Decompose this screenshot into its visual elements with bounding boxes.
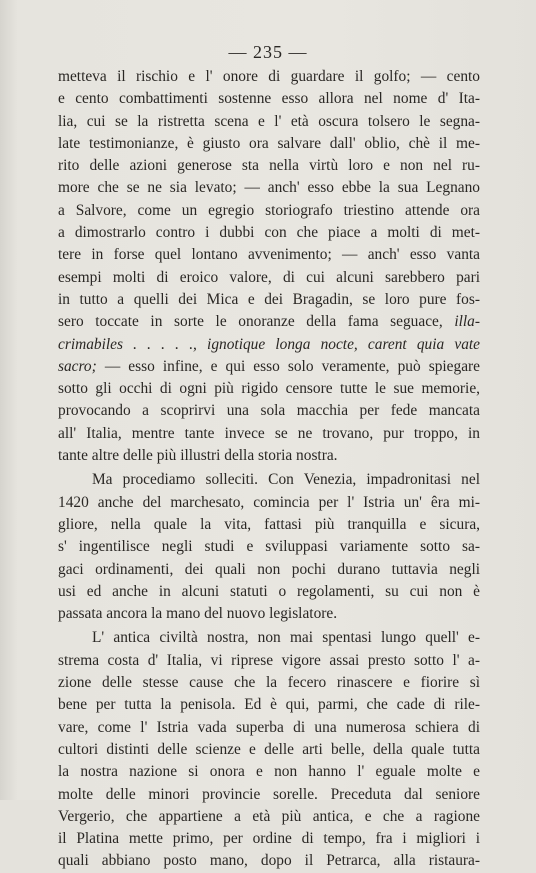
text-line: quali abbiano posto mano, dopo il Petrarca, alla ristaura-	[58, 852, 480, 870]
page-number: — 235 —	[228, 42, 308, 62]
text-line: gliore, nella quale la vita, fattasi più tranquilla e sicura,	[58, 515, 480, 533]
text-line: all' Italia, mentre tante invece se ne trovano, pur troppo, in	[58, 424, 480, 442]
text-line: a Salvore, come un egregio storiografo triestino attende ora	[58, 201, 480, 219]
text-line: e cento combattimenti sostenne esso allora nel nome d' Ita-	[58, 90, 480, 108]
text-line: gaci ordinamenti, dei quali non pochi durano tuttavia negli	[58, 560, 480, 578]
text-line: cultori distinti delle scienze e delle arti belle, della quale tutta	[58, 740, 480, 758]
body-text	[58, 66, 480, 873]
text-line: usi ed anche in alcuni statuti o regolamenti, su cui non è	[58, 582, 480, 600]
text-line: sacro; — esso infine, e qui esso solo veramente, può spiegare	[58, 357, 480, 375]
text-line: in tutto a quelli dei Mica e dei Bragadin, se loro pure fos-	[58, 290, 480, 308]
text-line: Ma procediamo solleciti. Con Venezia, impadronitasi nel	[92, 471, 480, 489]
text-line: s' ingentilisce negli studi e sviluppasi variamente sotto sa-	[58, 538, 480, 556]
text-line: crimabiles . . . . ., ignotique longa nocte, carent quia vate	[58, 335, 480, 353]
text-line: molte delle minori provincie sorelle. Preceduta dal seniore	[58, 785, 480, 803]
text-line: il Platina mette primo, per ordine di tempo, fra i migliori i	[58, 830, 480, 848]
text-line: sero toccate in sorte le onoranze della fama seguace, illa-	[58, 313, 480, 331]
text-line: provocando a scoprirvi una sola macchia per fede mancata	[58, 402, 480, 420]
text-line: rito delle azioni generose sta nella virtù loro e non nel ru-	[58, 157, 480, 175]
text-line: lia, cui se la ristretta scena e l' età oscura tolsero le segna-	[58, 112, 480, 130]
paragraph-2	[58, 469, 480, 625]
paragraph-1	[58, 66, 480, 467]
text-line: strema costa d' Italia, vi riprese vigore assai presto sotto l' a-	[58, 651, 480, 669]
text-line: metteva il rischio e l' onore di guardare il golfo; — cento	[58, 68, 480, 85]
paragraph-3	[58, 627, 480, 872]
text-line: la nostra nazione si onora e non hanno l' eguale molte e	[58, 763, 480, 781]
text-line: vare, come l' Istria vada superba di una numerosa schiera di	[58, 718, 480, 736]
text-line: passata ancora la mano del nuovo legislatore.	[58, 605, 338, 623]
text-line: Vergerio, che appartiene a età più antica, e che a ragione	[58, 807, 480, 825]
text-line: more che se ne sia levato; — anch' esso ebbe la sua Legnano	[58, 179, 480, 197]
text-line: tere in forse quel lontano avvenimento; — anch' esso vanta	[58, 246, 480, 264]
text-line: L' antica civiltà nostra, non mai spentasi lungo quell' e-	[92, 629, 480, 647]
text-line: zione delle stesse cause che la fecero rinascere e fiorire sì	[58, 674, 480, 692]
text-line: 1420 anche del marchesato, comincia per l' Istria un' êra mi-	[58, 493, 480, 511]
text-line: tante altre delle più illustri della storia nostra.	[58, 447, 338, 465]
text-line: late testimonianze, è giusto ora salvare dall' oblio, chè il me-	[58, 134, 480, 152]
text-line: a dimostrarlo contro i dubbi con che piace a molti di met-	[58, 224, 480, 242]
text-line: esempi molti di eroico valore, di cui alcuni sarebbero pari	[58, 268, 480, 286]
text-line: sotto gli occhi di ogni più rigido censore tutte le sue memorie,	[58, 380, 480, 398]
text-line: bene per tutta la penisola. Ed è qui, parmi, che cade di rile-	[58, 696, 480, 714]
